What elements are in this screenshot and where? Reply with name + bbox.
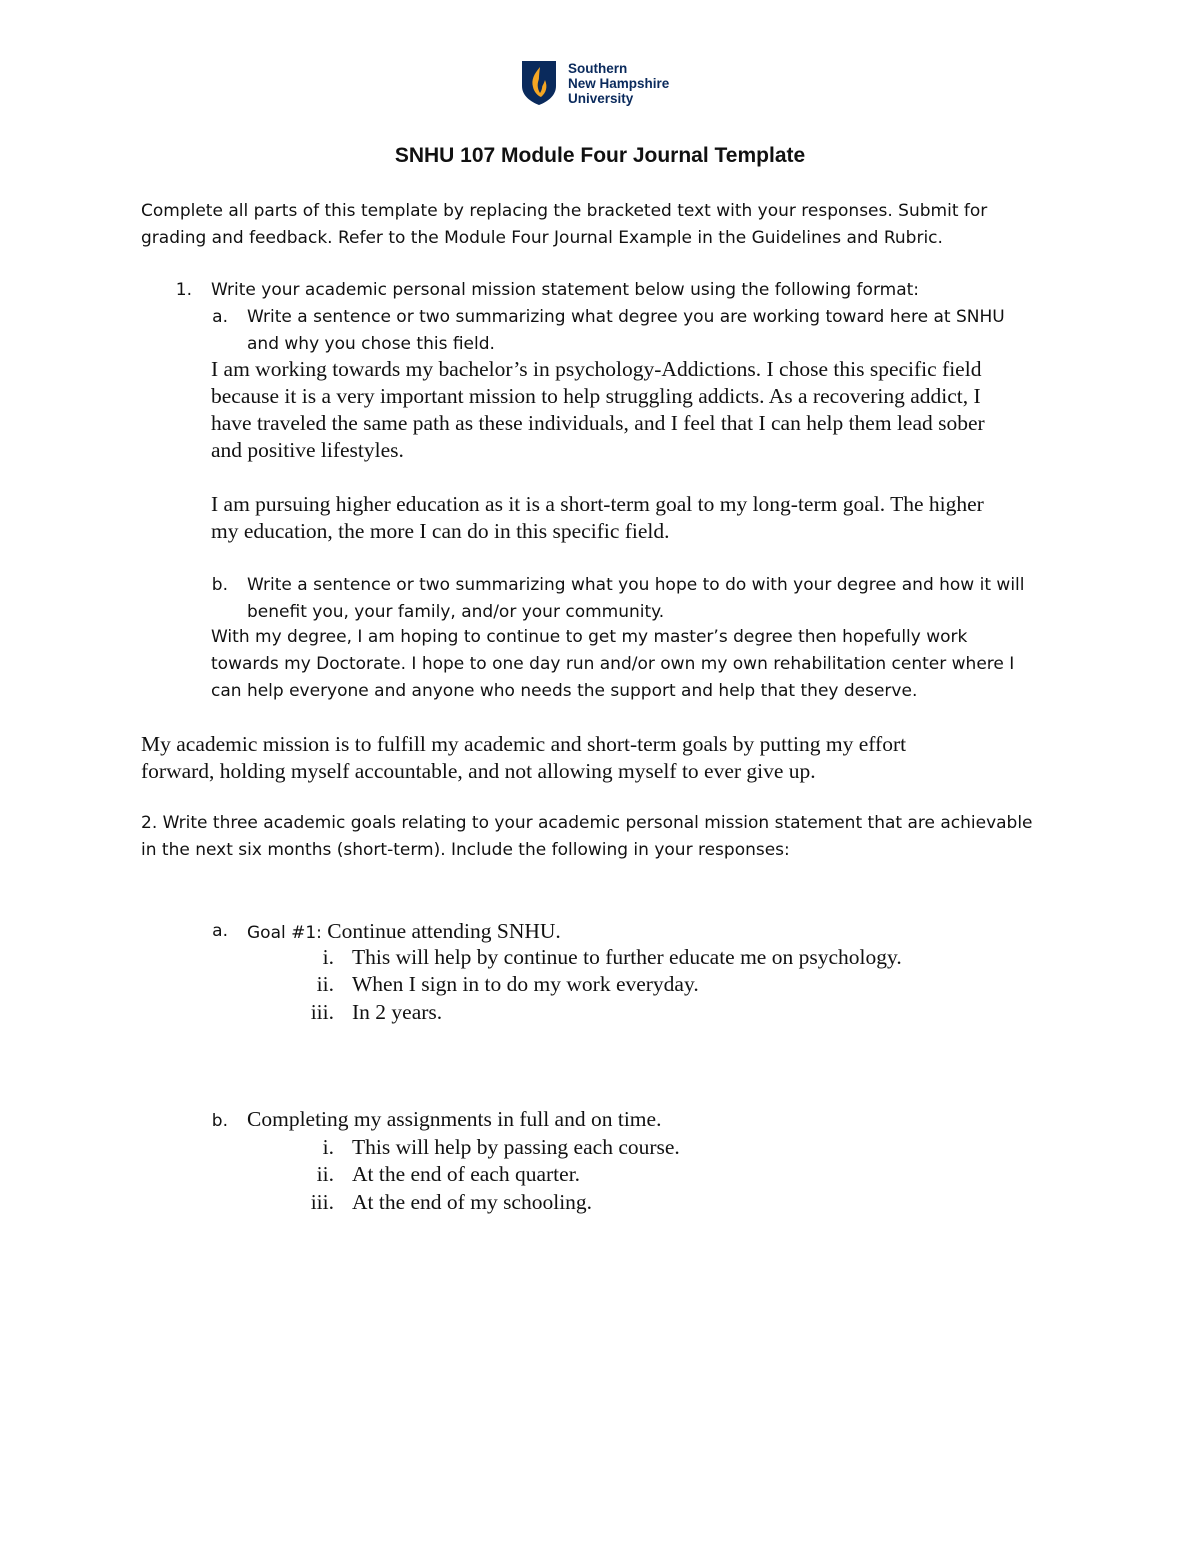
q1b-marker: b. xyxy=(211,575,228,595)
logo-line: New Hampshire xyxy=(568,75,670,91)
snhu-shield-icon xyxy=(521,60,557,106)
goal-a-item-marker: ii. xyxy=(316,972,334,996)
q1-number: 1. xyxy=(175,280,192,300)
prompt-line: benefit you, your family, and/or your community. xyxy=(247,602,665,622)
q1-prompt: Write your academic personal mission statement below using the following format: xyxy=(211,280,920,300)
snhu-logo xyxy=(521,60,669,106)
prompt-line: in the next six months (short-term). Include the following in your responses: xyxy=(141,840,790,860)
goal-a-item-text: This will help by continue to further educate me on psychology. xyxy=(352,945,902,969)
logo-wordmark xyxy=(568,61,669,106)
q1b-answer xyxy=(211,624,1014,705)
mission-line: My academic mission is to fulfill my academic and short-term goals by putting my effort xyxy=(141,732,907,756)
q2-prompt xyxy=(141,810,1033,864)
logo-line: Southern xyxy=(568,60,628,76)
answer-line: and positive lifestyles. xyxy=(211,438,404,462)
goal-a-item-marker: i. xyxy=(322,945,334,969)
answer-line: I am working towards my bachelor’s in psychology-Addictions. I chose this specific field xyxy=(211,357,982,381)
answer-line: With my degree, I am hoping to continue to get my master’s degree then hopefully work xyxy=(211,627,968,647)
goal-b-item-marker: ii. xyxy=(316,1162,334,1186)
prompt-line: and why you chose this field. xyxy=(247,334,495,354)
q1a-answer-paragraph-2 xyxy=(211,491,984,545)
goal-a-label: Goal #1: xyxy=(247,923,322,943)
goal-b-heading: Completing my assignments in full and on time. xyxy=(247,1107,662,1131)
logo-line: University xyxy=(568,90,634,106)
q1a-marker: a. xyxy=(212,307,228,327)
intro-line: grading and feedback. Refer to the Module Four Journal Example in the Guidelines and Rubric. xyxy=(141,228,943,248)
goal-b-item-text: At the end of my schooling. xyxy=(352,1190,593,1214)
goal-b-marker: b. xyxy=(211,1111,228,1131)
goal-a-item-text: In 2 years. xyxy=(352,1000,443,1024)
answer-line: towards my Doctorate. I hope to one day run and/or own my own rehabilitation center where I xyxy=(211,654,1015,674)
goal-a-text: Continue attending SNHU. xyxy=(321,919,561,943)
goal-b-item-text: This will help by passing each course. xyxy=(352,1135,680,1159)
answer-line: have traveled the same path as these individuals, and I feel that I can help them lead sober xyxy=(211,411,985,435)
prompt-line: Write a sentence or two summarizing what you hope to do with your degree and how it will xyxy=(247,575,1025,595)
q1b-prompt xyxy=(247,572,1024,626)
mission-statement xyxy=(141,731,906,785)
answer-line: my education, the more I can do in this specific field. xyxy=(211,519,670,543)
q1a-prompt xyxy=(247,304,1005,358)
goal-a-heading xyxy=(247,918,561,947)
answer-line: because it is a very important mission to help struggling addicts. As a recovering addict, I xyxy=(211,384,981,408)
goal-a-item-marker: iii. xyxy=(310,1000,334,1024)
answer-line: can help everyone and anyone who needs the support and help that they deserve. xyxy=(211,681,918,701)
intro-line: Complete all parts of this template by replacing the bracketed text with your responses. Submit for xyxy=(141,201,988,221)
goal-b-item-marker: i. xyxy=(322,1135,334,1159)
page-title: SNHU 107 Module Four Journal Template xyxy=(394,144,806,167)
prompt-line: 2. Write three academic goals relating to your academic personal mission statement that are achievable xyxy=(141,813,1033,833)
q1a-answer-paragraph-1 xyxy=(211,356,985,464)
goal-a-item-text: When I sign in to do my work everyday. xyxy=(352,972,699,996)
intro-paragraph xyxy=(141,198,987,252)
goal-a-marker: a. xyxy=(212,921,228,941)
prompt-line: Write a sentence or two summarizing what degree you are working toward here at SNHU xyxy=(247,307,1005,327)
mission-line: forward, holding myself accountable, and not allowing myself to ever give up. xyxy=(141,759,816,783)
answer-line: I am pursuing higher education as it is a short-term goal to my long-term goal. The higher xyxy=(211,492,984,516)
goal-b-item-marker: iii. xyxy=(310,1190,334,1214)
goal-b-item-text: At the end of each quarter. xyxy=(352,1162,581,1186)
